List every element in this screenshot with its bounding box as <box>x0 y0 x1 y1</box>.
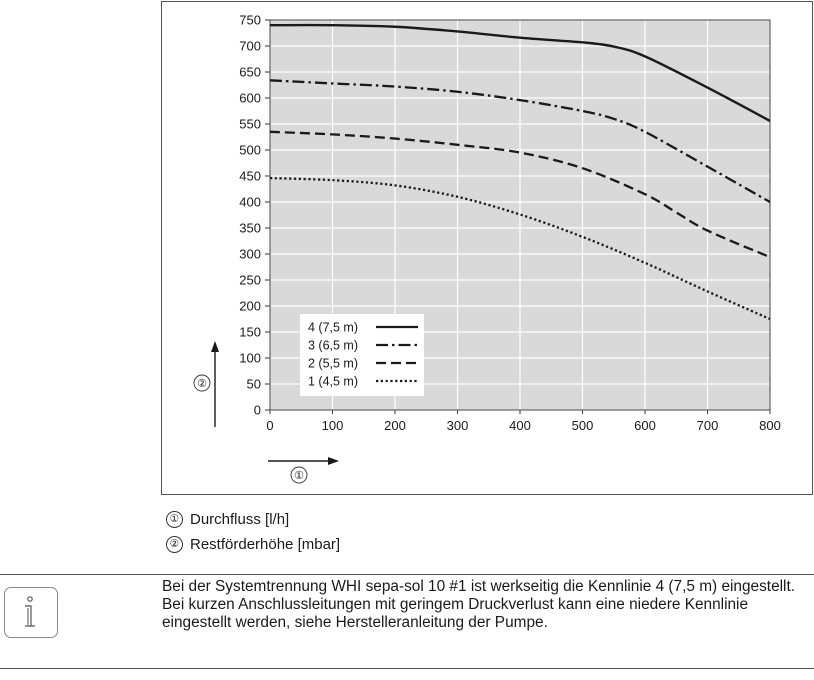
y-tick-label: 450 <box>239 168 261 184</box>
info-line-2: Bei kurzen Anschlussleitungen mit geringem Druckverlust kann eine niedere Kennlinie eingestellt werden, siehe Herstelleranleitung der Pumpe. <box>162 596 749 631</box>
info-top-divider <box>0 574 814 575</box>
legend-label: 3 (6,5 m) <box>308 338 359 353</box>
legend-label: 1 (4,5 m) <box>308 374 359 389</box>
y-tick-label: 550 <box>239 116 261 132</box>
x-tick-label: 200 <box>384 418 406 433</box>
y-tick-label: 150 <box>239 324 261 340</box>
caption-row-head <box>166 532 340 557</box>
y-tick-label: 300 <box>239 246 261 262</box>
caption-row-flow <box>166 507 340 532</box>
x-tick-label: 700 <box>696 418 719 433</box>
caption-flow: Durchfluss [l/h] <box>190 511 290 528</box>
y-axis-marker: ② <box>197 378 207 390</box>
y-tick-label: 500 <box>239 142 261 158</box>
pump-curve-chart <box>162 2 814 496</box>
x-axis-arrow-head <box>328 457 339 465</box>
y-tick-label: 250 <box>239 272 261 288</box>
y-tick-label: 350 <box>239 220 261 236</box>
legend-label: 4 (7,5 m) <box>308 320 359 335</box>
legend-label: 2 (5,5 m) <box>308 356 359 371</box>
x-tick-label: 600 <box>634 418 656 433</box>
chart-frame <box>161 1 813 495</box>
x-tick-label: 400 <box>509 418 531 433</box>
y-axis-arrow-head <box>211 341 219 352</box>
x-tick-label: 0 <box>266 418 274 433</box>
info-text <box>162 578 812 632</box>
y-tick-label: 700 <box>239 38 261 54</box>
y-tick-label: 600 <box>239 90 261 106</box>
info-line-1: Bei der Systemtrennung WHI sepa-sol 10 #1 ist werkseitig die Kennlinie 4 (7,5 m) eingestellt. <box>162 578 796 595</box>
x-tick-label: 300 <box>446 418 469 433</box>
y-tick-label: 200 <box>239 298 261 314</box>
y-tick-label: 650 <box>239 64 261 80</box>
info-bottom-divider <box>0 668 814 669</box>
x-axis-marker: ① <box>294 470 304 482</box>
y-tick-label: 750 <box>239 12 261 28</box>
axis-captions <box>166 507 340 557</box>
x-tick-label: 800 <box>759 418 781 433</box>
caption-marker-head: ② <box>166 536 183 553</box>
caption-head: Restförderhöhe [mbar] <box>190 536 341 553</box>
y-tick-label: 100 <box>239 350 261 366</box>
x-tick-label: 500 <box>571 418 594 433</box>
x-tick-label: 100 <box>321 418 344 433</box>
info-icon <box>4 587 58 638</box>
y-tick-label: 0 <box>253 402 261 418</box>
caption-marker-flow: ① <box>166 511 183 528</box>
y-tick-label: 50 <box>246 376 261 392</box>
y-tick-label: 400 <box>239 194 261 210</box>
